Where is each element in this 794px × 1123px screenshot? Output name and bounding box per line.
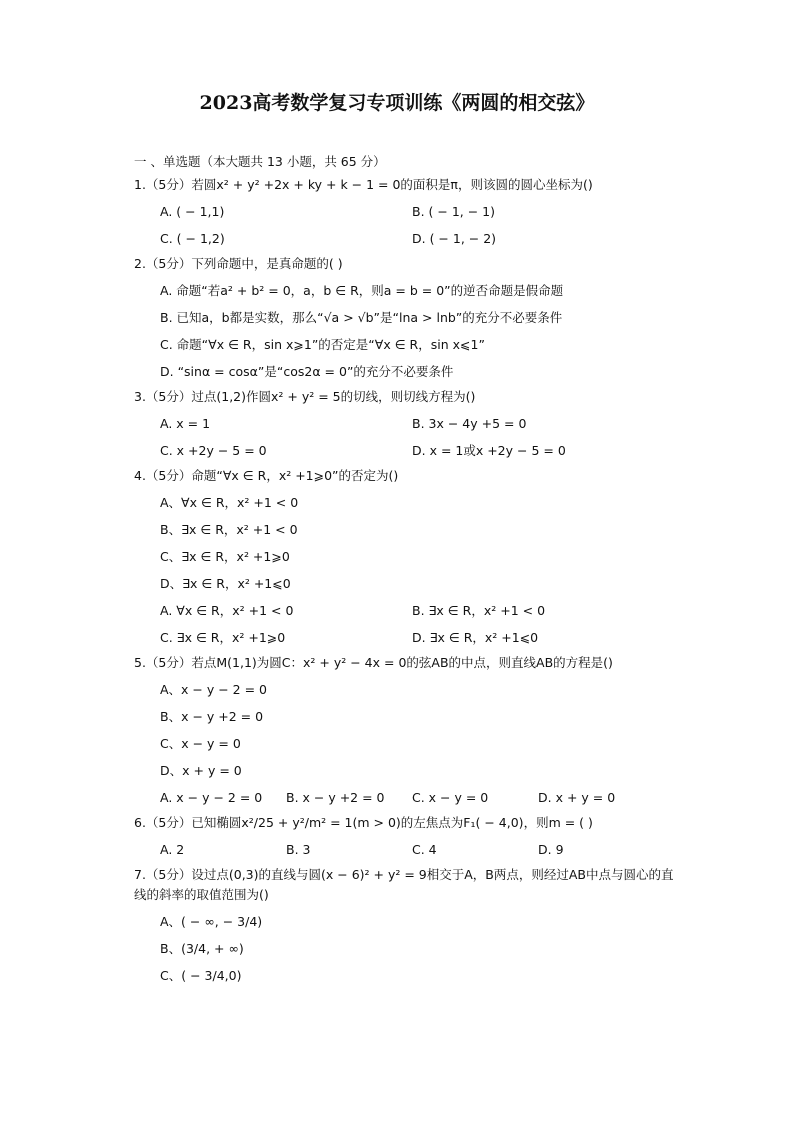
- question-stem: 6.（5分）已知椭圆x²/25 + y²/m² = 1(m > 0)的左焦点为F₁( − 4,0)，则m = ( ): [134, 815, 593, 830]
- question-4: [134, 466, 674, 648]
- question-2: [134, 254, 674, 382]
- answer-option: A. x − y − 2 = 0: [160, 790, 263, 805]
- answer-option: D、x + y = 0: [160, 763, 242, 778]
- option-row: [134, 628, 674, 648]
- question-1: [134, 175, 674, 249]
- option-row: [134, 966, 674, 986]
- answer-option: C. ∃x ∈ R，x² +1⩾0: [160, 630, 286, 645]
- answer-option: D、∃x ∈ R，x² +1⩽0: [160, 576, 291, 591]
- question-stem: 7.（5分）设过点(0,3)的直线与圆(x − 6)² + y² = 9相交于A，B两点，则经过AB中点与圆心的直线的斜率的取值范围为(): [134, 867, 674, 902]
- question-stem: 4.（5分）命题“∀x ∈ R，x² +1⩾0”的否定为(): [134, 468, 399, 483]
- option-row: [134, 414, 674, 434]
- option-row: [134, 680, 674, 700]
- question-7: [134, 865, 674, 986]
- answer-option: A. ( − 1,1): [160, 204, 225, 219]
- question-6: [134, 813, 674, 860]
- option-row: [134, 308, 674, 328]
- option-row: [134, 912, 674, 932]
- answer-option: C、∃x ∈ R，x² +1⩾0: [160, 549, 290, 564]
- answer-option: C. 4: [412, 842, 437, 857]
- answer-option: C. 命题“∀x ∈ R，sin x⩾1”的否定是“∀x ∈ R，sin x⩽1”: [160, 337, 485, 352]
- answer-option: D. ( − 1, − 2): [412, 231, 497, 246]
- answer-option: A. ∀x ∈ R，x² +1 < 0: [160, 603, 294, 618]
- option-row: [134, 202, 674, 222]
- answer-option: B. x − y +2 = 0: [286, 790, 385, 805]
- answer-option: C、( − 3/4,0): [160, 968, 242, 983]
- answer-option: B、x − y +2 = 0: [160, 709, 264, 724]
- option-row: [134, 362, 674, 382]
- answer-option: A、∀x ∈ R，x² +1 < 0: [160, 495, 299, 510]
- option-row: [134, 281, 674, 301]
- option-row: [134, 939, 674, 959]
- option-row: [134, 574, 674, 594]
- question-5: [134, 653, 674, 808]
- option-row: [134, 840, 674, 860]
- section-header: 一 、单选题（本大题共 13 小题，共 65 分）: [134, 154, 386, 169]
- question-3: [134, 387, 674, 461]
- answer-option: A、( − ∞, − 3/4): [160, 914, 263, 929]
- answer-option: A. 命题“若a² + b² = 0，a，b ∈ R，则a = b = 0”的逆否命题是假命题: [160, 283, 564, 298]
- option-row: [134, 547, 674, 567]
- question-stem: 1.（5分）若圆x² + y² +2x + ky + k − 1 = 0的面积是π，则该圆的圆心坐标为(): [134, 177, 593, 192]
- answer-option: A. 2: [160, 842, 185, 857]
- answer-option: C. x +2y − 5 = 0: [160, 443, 267, 458]
- answer-option: D. ∃x ∈ R，x² +1⩽0: [412, 630, 539, 645]
- option-row: [134, 441, 674, 461]
- option-row: [134, 335, 674, 355]
- answer-option: B、∃x ∈ R，x² +1 < 0: [160, 522, 298, 537]
- option-row: [134, 707, 674, 727]
- answer-option: B. 3x − 4y +5 = 0: [412, 416, 527, 431]
- answer-option: C. x − y = 0: [412, 790, 489, 805]
- answer-option: D. x + y = 0: [538, 790, 616, 805]
- answer-option: B. 3: [286, 842, 311, 857]
- answer-option: D. x = 1或x +2y − 5 = 0: [412, 443, 566, 458]
- option-row: [134, 601, 674, 621]
- option-row: [134, 734, 674, 754]
- answer-option: C、x − y = 0: [160, 736, 241, 751]
- question-list: [134, 175, 674, 991]
- answer-option: C. ( − 1,2): [160, 231, 225, 246]
- page-title: 2023高考数学复习专项训练《两圆的相交弦》: [199, 92, 595, 114]
- answer-option: D. “sinα = cosα”是“cos2α = 0”的充分不必要条件: [160, 364, 454, 379]
- option-row: [134, 493, 674, 513]
- option-row: [134, 761, 674, 781]
- answer-option: A. x = 1: [160, 416, 211, 431]
- answer-option: B、(3/4, + ∞): [160, 941, 244, 956]
- option-row: [134, 229, 674, 249]
- answer-option: B. ∃x ∈ R，x² +1 < 0: [412, 603, 546, 618]
- answer-option: D. 9: [538, 842, 564, 857]
- question-stem: 2.（5分）下列命题中，是真命题的( ): [134, 256, 343, 271]
- question-stem: 5.（5分）若点M(1,1)为圆C：x² + y² − 4x = 0的弦AB的中点，则直线AB的方程是(): [134, 655, 613, 670]
- option-row: [134, 788, 674, 808]
- question-stem: 3.（5分）过点(1,2)作圆x² + y² = 5的切线，则切线方程为(): [134, 389, 476, 404]
- answer-option: A、x − y − 2 = 0: [160, 682, 268, 697]
- answer-option: B. ( − 1, − 1): [412, 204, 495, 219]
- answer-option: B. 已知a，b都是实数，那么“√a > √b”是“lna > lnb”的充分不必要条件: [160, 310, 563, 325]
- option-row: [134, 520, 674, 540]
